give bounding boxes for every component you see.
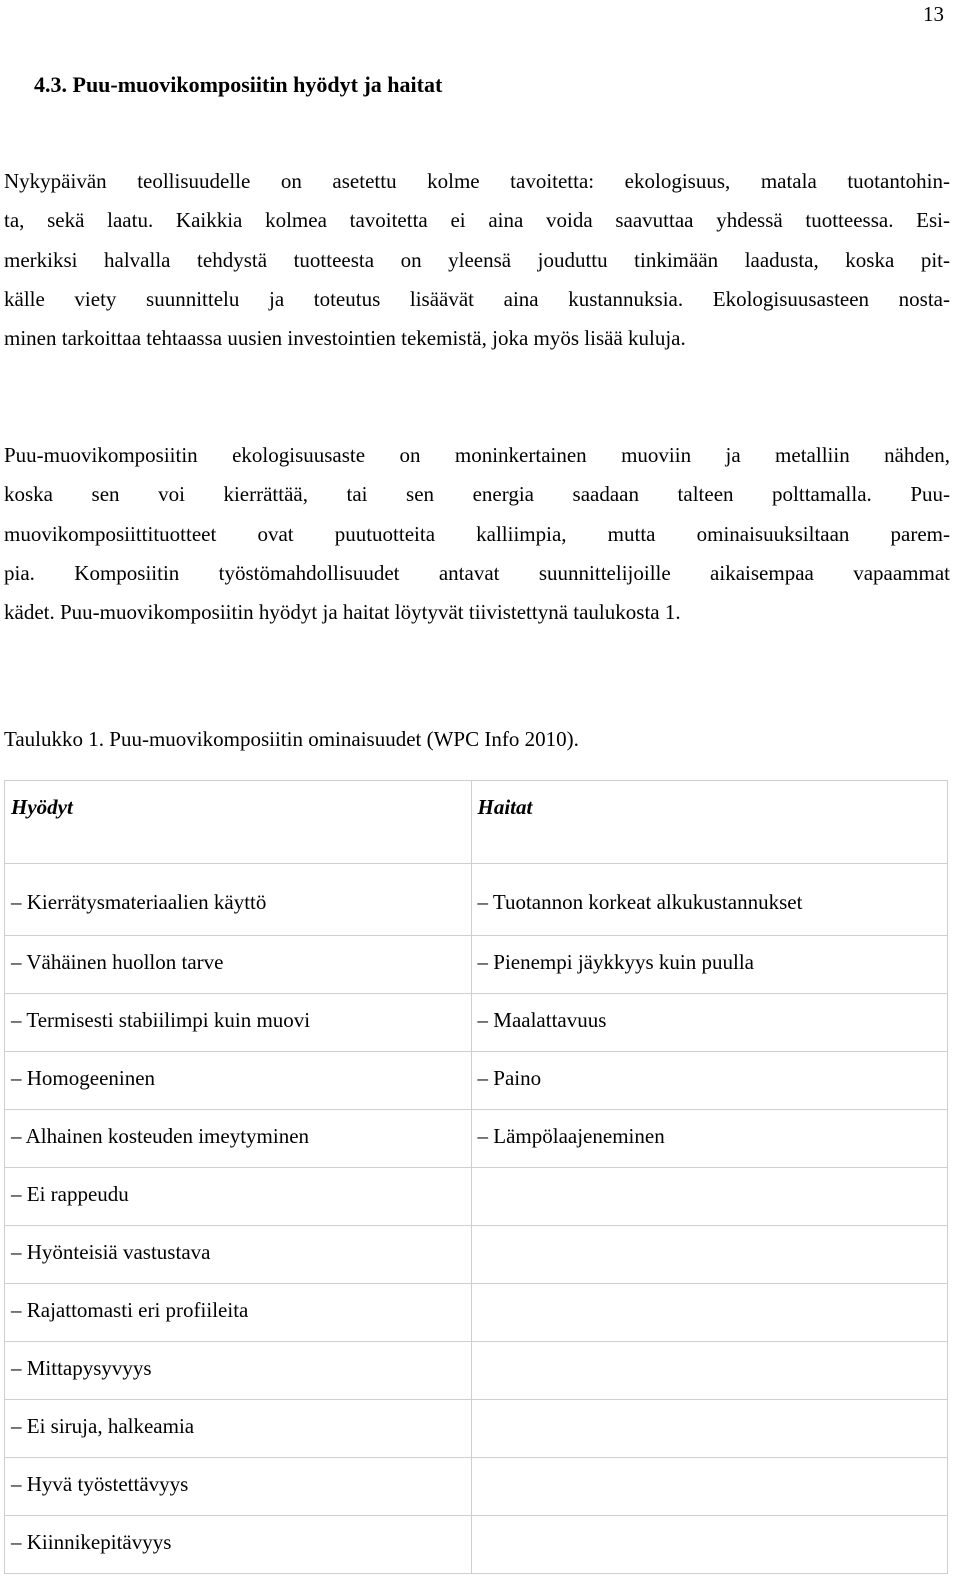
drawback-cell: – Lämpölaajeneminen	[471, 1110, 947, 1168]
table-header-row	[5, 781, 948, 864]
paragraph-line: koska sen voi kierrättää, tai sen energia saadaan talteen polttamalla. Puu-	[4, 482, 950, 507]
drawback-cell	[471, 1400, 947, 1458]
drawback-cell: – Tuotannon korkeat alkukustannukset	[471, 864, 947, 936]
paragraph-1	[4, 162, 950, 358]
table-row	[5, 994, 948, 1052]
benefit-cell: – Mittapysyvyys	[5, 1342, 472, 1400]
benefit-cell: – Vähäinen huollon tarve	[5, 936, 472, 994]
paragraph-line: källe viety suunnittelu ja toteutus lisäävät aina kustannuksia. Ekologisuusasteen nosta-	[4, 286, 950, 311]
table-row	[5, 1052, 948, 1110]
table-row	[5, 1284, 948, 1342]
drawback-cell: – Pienempi jäykkyys kuin puulla	[471, 936, 947, 994]
page-number: 13	[923, 2, 944, 26]
section-heading: 4.3. Puu-muovikomposiitin hyödyt ja haitat	[34, 72, 443, 97]
paragraph-2	[4, 436, 950, 632]
drawback-cell	[471, 1458, 947, 1516]
paragraph-line: ta, sekä laatu. Kaikkia kolmea tavoitetta ei aina voida saavuttaa yhdessä tuotteessa. Esi-	[4, 208, 950, 233]
benefit-cell: – Ei rappeudu	[5, 1168, 472, 1226]
paragraph-line: merkiksi halvalla tehdystä tuotteesta on yleensä jouduttu tinkimään laadusta, koska pit-	[4, 247, 950, 272]
paragraph-line: muovikomposiittituotteet ovat puutuotteita kalliimpia, mutta ominaisuuksiltaan parem-	[4, 521, 950, 546]
benefits-table	[4, 780, 948, 1574]
benefit-cell: – Hyönteisiä vastustava	[5, 1226, 472, 1284]
header-drawbacks: Haitat	[471, 781, 947, 864]
drawback-cell: – Maalattavuus	[471, 994, 947, 1052]
drawback-cell	[471, 1516, 947, 1574]
table-row	[5, 1342, 948, 1400]
paragraph-line: minen tarkoittaa tehtaassa uusien investointien tekemistä, joka myös lisää kuluja.	[4, 326, 686, 351]
table-row	[5, 1516, 948, 1574]
table-row	[5, 1458, 948, 1516]
benefit-cell: – Termisesti stabiilimpi kuin muovi	[5, 994, 472, 1052]
benefit-cell: – Kierrätysmateriaalien käyttö	[5, 864, 472, 936]
drawback-cell	[471, 1342, 947, 1400]
paragraph-line: kädet. Puu-muovikomposiitin hyödyt ja haitat löytyvät tiivistettynä taulukosta 1.	[4, 600, 681, 625]
benefit-cell: – Homogeeninen	[5, 1052, 472, 1110]
drawback-cell: – Paino	[471, 1052, 947, 1110]
drawback-cell	[471, 1226, 947, 1284]
drawback-cell	[471, 1284, 947, 1342]
benefit-cell: – Alhainen kosteuden imeytyminen	[5, 1110, 472, 1168]
table-row	[5, 1110, 948, 1168]
benefit-cell: – Kiinnikepitävyys	[5, 1516, 472, 1574]
table-row	[5, 864, 948, 936]
header-benefits: Hyödyt	[5, 781, 472, 864]
benefit-cell: – Ei siruja, halkeamia	[5, 1400, 472, 1458]
paragraph-line: Nykypäivän teollisuudelle on asetettu kolme tavoitetta: ekologisuus, matala tuotantohin-	[4, 169, 950, 193]
table-caption: Taulukko 1. Puu-muovikomposiitin ominaisuudet (WPC Info 2010).	[4, 727, 579, 751]
table-row	[5, 1400, 948, 1458]
benefit-cell: – Hyvä työstettävyys	[5, 1458, 472, 1516]
paragraph-line: Puu-muovikomposiitin ekologisuusaste on moninkertainen muoviin ja metalliin nähden,	[4, 443, 950, 467]
drawback-cell	[471, 1168, 947, 1226]
table-row	[5, 936, 948, 994]
paragraph-line: pia. Komposiitin työstömahdollisuudet antavat suunnittelijoille aikaisempaa vapaammat	[4, 560, 950, 585]
benefit-cell: – Rajattomasti eri profiileita	[5, 1284, 472, 1342]
table-row	[5, 1168, 948, 1226]
table-row	[5, 1226, 948, 1284]
